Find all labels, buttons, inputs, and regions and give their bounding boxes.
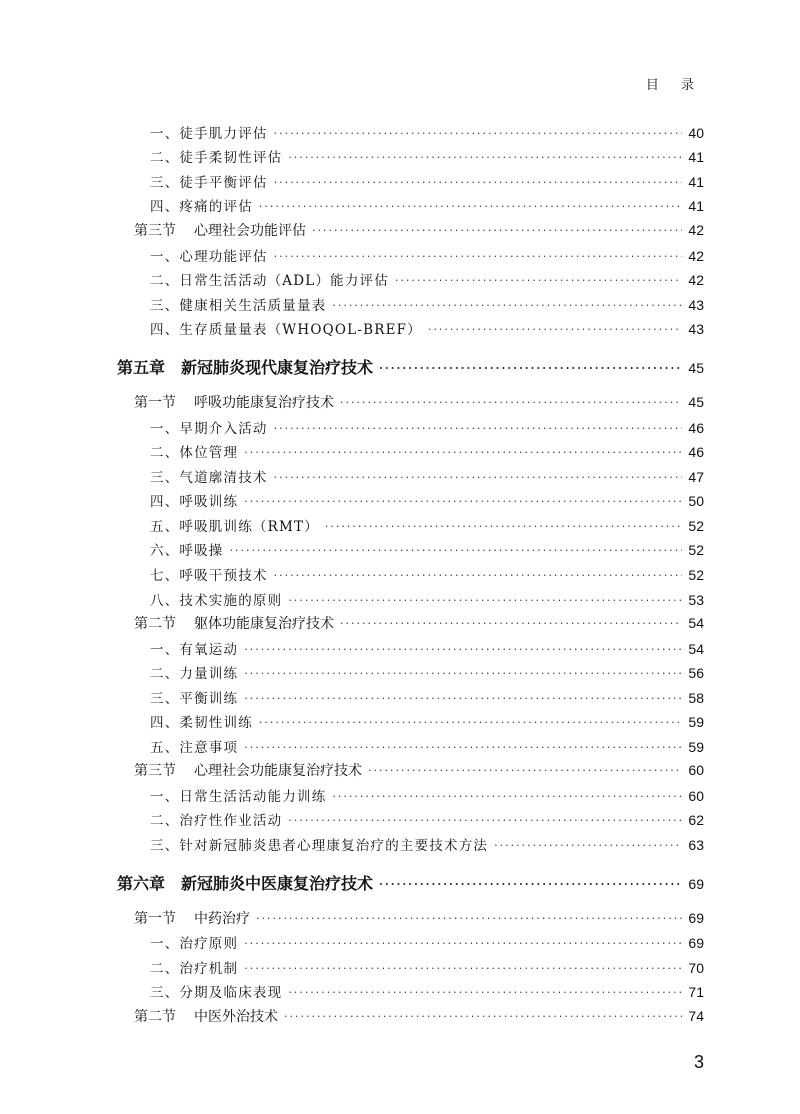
toc-page-number: 42 — [688, 222, 704, 238]
dot-leader — [244, 692, 682, 705]
dot-leader — [244, 643, 682, 656]
toc-item-label: 二、徒手柔韧性评估 — [150, 150, 283, 166]
section-number: 第一节 — [134, 911, 176, 927]
toc-item-label: 三、健康相关生活质量量表 — [150, 298, 327, 314]
toc-item-label: 四、柔韧性训练 — [150, 715, 253, 731]
toc-item[interactable] — [150, 638, 704, 658]
toc-page-number: 59 — [688, 739, 704, 755]
toc-item[interactable] — [150, 809, 704, 829]
toc-item[interactable] — [150, 466, 704, 486]
dot-leader — [379, 878, 682, 891]
page-number: 3 — [693, 1052, 704, 1072]
section-title: 中药治疗 — [194, 911, 250, 927]
toc-page-number: 42 — [688, 248, 704, 264]
dot-leader — [284, 1010, 682, 1023]
toc-item-label: 六、呼吸操 — [150, 543, 224, 559]
toc-item[interactable] — [150, 834, 704, 854]
toc-page-number: 70 — [688, 960, 704, 976]
toc-item[interactable] — [150, 589, 704, 609]
toc-item-label: 五、注意事项 — [150, 740, 239, 756]
toc-item[interactable] — [150, 318, 704, 338]
dot-leader — [259, 716, 683, 729]
toc-item-label: 三、平衡训练 — [150, 691, 239, 707]
toc-page-number: 41 — [688, 174, 704, 190]
section-number: 第三节 — [134, 763, 176, 779]
section-number: 第一节 — [134, 395, 176, 411]
dot-leader — [288, 986, 682, 999]
toc-page-number: 62 — [688, 812, 704, 828]
dot-leader — [325, 520, 683, 533]
section-title: 呼吸功能康复治疗技术 — [194, 395, 334, 411]
toc-section[interactable] — [134, 760, 704, 780]
toc-item[interactable] — [150, 490, 704, 510]
toc-page-number: 47 — [688, 469, 704, 485]
toc-page-number: 42 — [688, 272, 704, 288]
toc-page-number: 56 — [688, 665, 704, 681]
section-title: 心理社会功能康复治疗技术 — [194, 763, 362, 779]
toc-page-number: 69 — [688, 876, 704, 892]
toc-item-label: 一、有氧运动 — [150, 642, 239, 658]
toc-item-label: 一、徒手肌力评估 — [150, 126, 268, 142]
dot-leader — [428, 323, 683, 336]
section-title: 中医外治技术 — [194, 1009, 278, 1025]
dot-leader — [274, 176, 683, 189]
dot-leader — [244, 446, 682, 459]
toc-item[interactable] — [150, 711, 704, 731]
chapter-number: 第五章 — [117, 358, 166, 377]
toc-item[interactable] — [150, 785, 704, 805]
dot-leader — [379, 362, 682, 375]
toc-item-label: 五、呼吸肌训练（RMT） — [150, 519, 319, 535]
toc-item-label: 八、技术实施的原则 — [150, 593, 283, 609]
dot-leader — [274, 569, 683, 582]
toc-chapter[interactable] — [117, 355, 704, 378]
toc-item[interactable] — [150, 269, 704, 289]
toc-page-number: 46 — [688, 420, 704, 436]
toc-item-label: 二、治疗机制 — [150, 961, 239, 977]
dot-leader — [244, 667, 682, 680]
toc-page-number: 53 — [688, 592, 704, 608]
chapter-title: 新冠肺炎现代康复治疗技术 — [181, 358, 374, 377]
toc-page-number: 69 — [688, 935, 704, 951]
toc-item-label: 二、治疗性作业活动 — [150, 813, 283, 829]
toc-page-number: 52 — [688, 518, 704, 534]
dot-leader — [274, 422, 683, 435]
toc-item[interactable] — [150, 539, 704, 559]
toc-page-number: 54 — [688, 641, 704, 657]
toc-item-label: 二、日常生活活动（ADL）能力评估 — [150, 273, 389, 289]
toc-section[interactable] — [134, 908, 704, 928]
toc-item-label: 四、疼痛的评估 — [150, 199, 253, 215]
dot-leader — [340, 396, 682, 409]
dot-leader — [288, 594, 682, 607]
toc-item-label: 一、心理功能评估 — [150, 249, 268, 265]
toc-chapter[interactable] — [117, 871, 704, 894]
dot-leader — [368, 764, 682, 777]
dot-leader — [312, 224, 682, 237]
dot-leader — [244, 495, 682, 508]
dot-leader — [274, 250, 683, 263]
toc-item-label: 二、体位管理 — [150, 445, 239, 461]
toc-page-number: 52 — [688, 542, 704, 558]
toc-item[interactable] — [150, 687, 704, 707]
toc-item[interactable] — [150, 564, 704, 584]
toc-page-number: 43 — [688, 297, 704, 313]
toc-item[interactable] — [150, 981, 704, 1001]
toc-item[interactable] — [150, 146, 704, 166]
toc-section[interactable] — [134, 392, 704, 412]
toc-section[interactable] — [134, 613, 704, 633]
dot-leader — [288, 814, 682, 827]
toc-item[interactable] — [150, 957, 704, 977]
toc-page-number: 74 — [688, 1008, 704, 1024]
toc-section[interactable] — [134, 1006, 704, 1026]
toc-page-number: 52 — [688, 567, 704, 583]
toc-page-number: 45 — [688, 360, 704, 376]
toc-item[interactable] — [150, 662, 704, 682]
section-title: 心理社会功能评估 — [194, 223, 306, 239]
chapter-number: 第六章 — [117, 874, 166, 893]
toc-item-label: 三、气道廓清技术 — [150, 470, 268, 486]
toc-section[interactable] — [134, 220, 704, 240]
dot-leader — [332, 299, 682, 312]
toc-item-label: 三、针对新冠肺炎患者心理康复治疗的主要技术方法 — [150, 838, 489, 854]
dot-leader — [332, 790, 682, 803]
toc-item-label: 四、生存质量量表（WHOQOL-BREF） — [150, 322, 422, 338]
toc-item-label: 一、早期介入活动 — [150, 421, 268, 437]
toc-page-number: 45 — [688, 394, 704, 410]
toc-item-label: 二、力量训练 — [150, 666, 239, 682]
toc-page-number: 59 — [688, 714, 704, 730]
dot-leader — [244, 962, 682, 975]
toc-item[interactable] — [150, 171, 704, 191]
toc-page-number: 46 — [688, 444, 704, 460]
toc-item-label: 一、治疗原则 — [150, 936, 239, 952]
toc-item[interactable] — [150, 417, 704, 437]
toc-item-label: 七、呼吸干预技术 — [150, 568, 268, 584]
toc-item[interactable] — [150, 294, 704, 314]
dot-leader — [244, 937, 682, 950]
toc-page-number: 63 — [688, 837, 704, 853]
dot-leader — [395, 274, 682, 287]
section-number: 第二节 — [134, 616, 176, 632]
toc-page-number: 58 — [688, 690, 704, 706]
dot-leader — [340, 617, 682, 630]
toc-page-number: 41 — [688, 149, 704, 165]
toc-page-number: 71 — [688, 984, 704, 1000]
toc-page-number: 54 — [688, 615, 704, 631]
toc-item-label: 三、徒手平衡评估 — [150, 175, 268, 191]
toc-item-label: 三、分期及临床表现 — [150, 985, 283, 1001]
toc-page-number: 50 — [688, 493, 704, 509]
dot-leader — [259, 200, 683, 213]
chapter-title: 新冠肺炎中医康复治疗技术 — [181, 874, 374, 893]
toc-page-number: 41 — [688, 198, 704, 214]
section-title: 躯体功能康复治疗技术 — [194, 616, 334, 632]
section-number: 第二节 — [134, 1009, 176, 1025]
toc-item-label: 四、呼吸训练 — [150, 494, 239, 510]
dot-leader — [230, 544, 683, 557]
toc-page-number: 60 — [688, 788, 704, 804]
toc-item[interactable] — [150, 515, 704, 535]
dot-leader — [288, 151, 682, 164]
dot-leader — [244, 741, 682, 754]
toc-item[interactable] — [150, 245, 704, 265]
toc-item[interactable] — [150, 441, 704, 461]
dot-leader — [274, 471, 683, 484]
toc-item-label: 一、日常生活活动能力训练 — [150, 789, 327, 805]
toc-page-number: 69 — [688, 910, 704, 926]
toc-item[interactable] — [150, 932, 704, 952]
toc-page-number: 60 — [688, 762, 704, 778]
toc-item[interactable] — [150, 122, 704, 142]
dot-leader — [274, 127, 683, 140]
section-number: 第三节 — [134, 223, 176, 239]
dot-leader — [256, 912, 682, 925]
running-header: 目 录 — [645, 78, 703, 93]
toc-page-number: 43 — [688, 321, 704, 337]
dot-leader — [494, 839, 682, 852]
toc-item[interactable] — [150, 736, 704, 756]
toc-page-number: 40 — [688, 125, 704, 141]
toc-item[interactable] — [150, 195, 704, 215]
